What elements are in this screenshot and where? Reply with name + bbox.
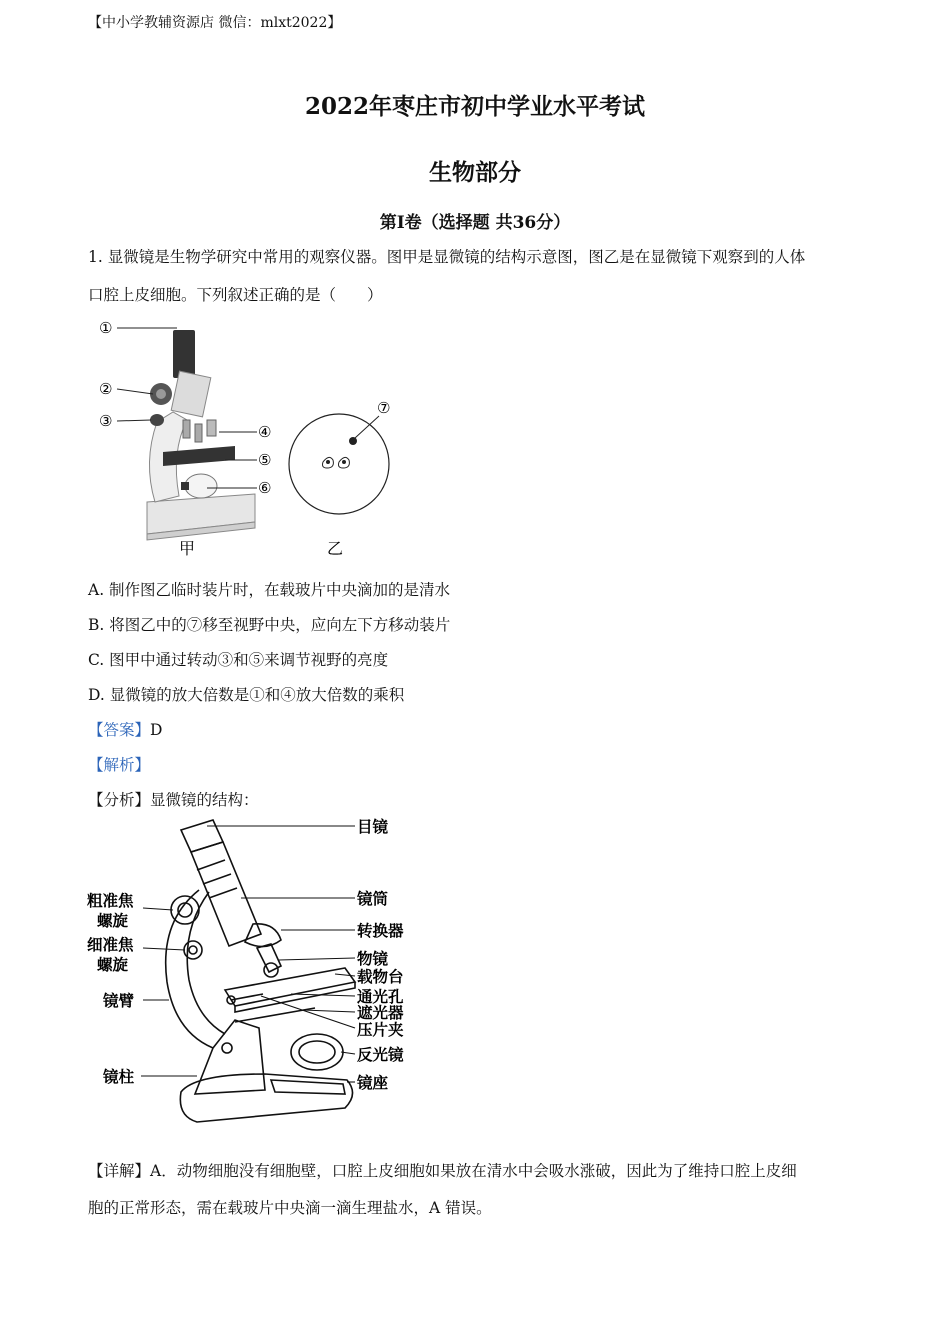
label-6: ⑥ <box>258 479 272 497</box>
label-converter: 转换器 <box>357 922 404 940</box>
answer-line <box>88 718 162 740</box>
microscope-drawing <box>166 820 355 1122</box>
label-diaphragm: 遮光器 <box>357 1004 404 1022</box>
figure-microscope-and-cells <box>95 312 405 564</box>
label-stage: 载物台 <box>357 968 404 986</box>
label-eyepiece: 目镜 <box>357 818 389 836</box>
analysis-tag: 【解析】 <box>88 756 151 774</box>
analysis-intro: 【分析】显微镜的结构： <box>88 791 259 809</box>
label-base: 镜座 <box>357 1074 389 1092</box>
page-subtitle: 生物部分 <box>429 159 521 186</box>
label-objective: 物镜 <box>357 950 389 968</box>
label-7: ⑦ <box>377 399 391 417</box>
label-coarse-2: 螺旋 <box>97 912 129 930</box>
option-d: D. 显微镜的放大倍数是①和④放大倍数的乘积 <box>88 686 405 704</box>
label-coarse-1: 粗准焦 <box>87 892 134 910</box>
label-clip: 压片夹 <box>357 1021 404 1039</box>
label-mirror: 反光镜 <box>357 1046 404 1064</box>
microscope-jia <box>147 330 255 540</box>
label-pillar: 镜柱 <box>103 1068 135 1086</box>
caption-jia: 甲 <box>179 539 196 558</box>
header-note: 【中小学教辅资源店 微信：mlxt2022】 <box>88 15 342 31</box>
microscope-structure-diagram <box>85 812 415 1130</box>
option-c: C. 图甲中通过转动③和⑤来调节视野的亮度 <box>88 651 389 669</box>
label-fine-1: 细准焦 <box>87 936 134 954</box>
label-4: ④ <box>258 423 272 441</box>
option-a: A. 制作图乙临时装片时，在载玻片中央滴加的是清水 <box>88 581 451 599</box>
label-2: ② <box>99 380 113 398</box>
detail-line2: 胞的正常形态，需在载玻片中央滴一滴生理盐水，A 错误。 <box>88 1199 492 1217</box>
label-1: ① <box>99 319 113 337</box>
question-stem-line1: 1. 显微镜是生物学研究中常用的观察仪器。图甲是显微镜的结构示意图，图乙是在显微镜下观察到的人体 <box>88 248 806 266</box>
detail-line1: 【详解】A．动物细胞没有细胞壁，口腔上皮细胞如果放在清水中会吸水涨破，因此为了维持口腔上皮细 <box>88 1162 797 1180</box>
answer-tag: 【答案】 <box>88 721 151 739</box>
field-of-view-yi <box>289 414 389 514</box>
label-fine-2: 螺旋 <box>97 956 129 974</box>
caption-yi: 乙 <box>327 539 344 558</box>
page-title: 2022年枣庄市初中学业水平考试 <box>304 93 645 120</box>
label-aperture: 通光孔 <box>357 988 404 1006</box>
question-stem-line2: 口腔上皮细胞。下列叙述正确的是（ ） <box>88 286 383 304</box>
label-3: ③ <box>99 412 113 430</box>
option-b: B. 将图乙中的⑦移至视野中央，应向左下方移动装片 <box>88 616 451 634</box>
answer-value: D <box>150 721 163 739</box>
label-5: ⑤ <box>258 451 272 469</box>
label-tube: 镜筒 <box>357 890 389 908</box>
section-title: 第Ⅰ卷（选择题 共36分） <box>379 213 571 233</box>
label-arm: 镜臂 <box>103 992 135 1010</box>
